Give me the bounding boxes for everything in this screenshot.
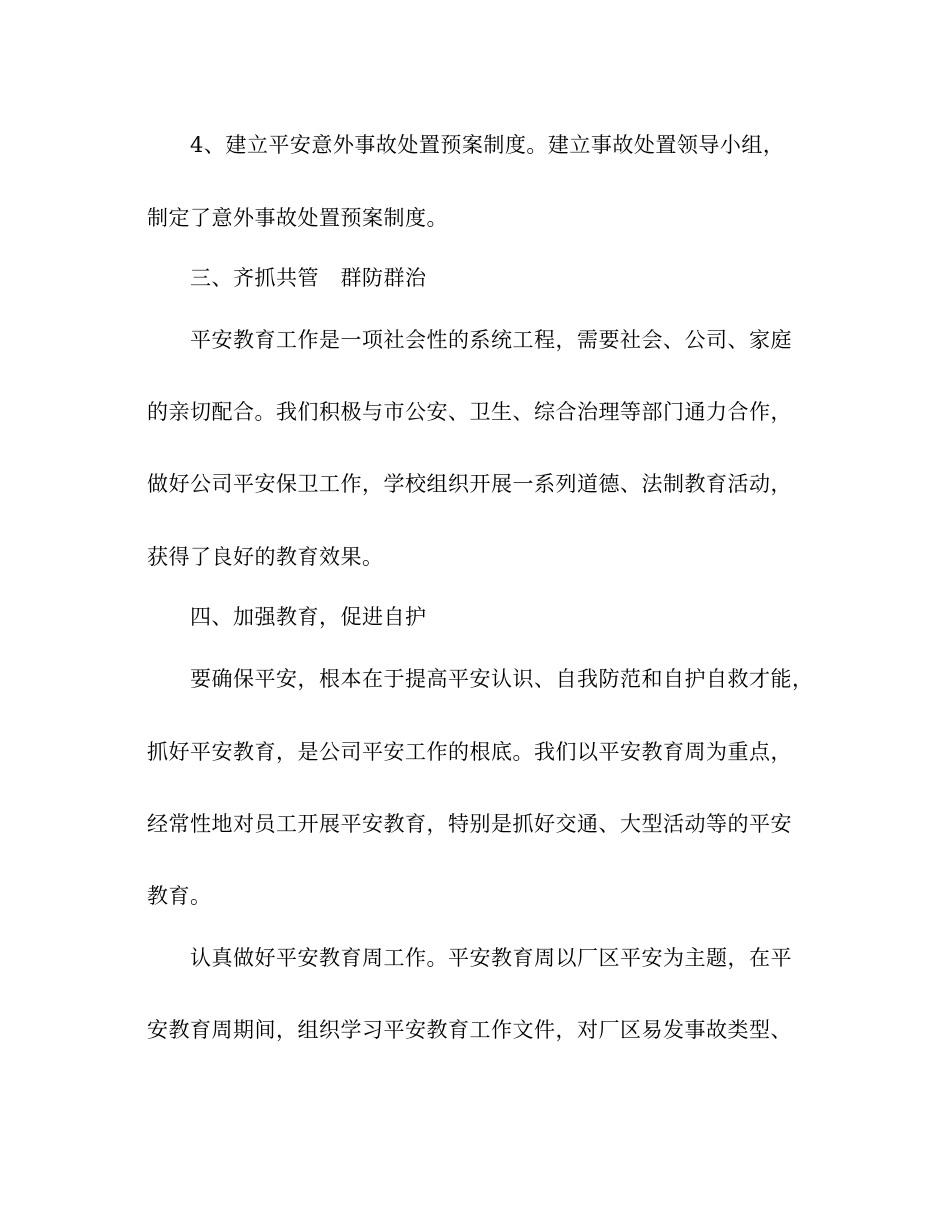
paragraph-line: 4、建立平安意外事故处置预案制度。建立事故处置领导小组，: [190, 133, 785, 157]
paragraph-line: 的亲切配合。我们积极与市公安、卫生、综合治理等部门通力合作，: [147, 400, 792, 424]
section-heading: 三、齐抓共管 群防群治: [190, 266, 427, 290]
paragraph-line: 要确保平安，根本在于提高平安认识、自我防范和自护自救才能，: [190, 667, 814, 691]
paragraph-line: 做好公司平安保卫工作，学校组织开展一系列道德、法制教育活动，: [147, 472, 792, 496]
section-heading: 四、加强教育，促进自护: [190, 605, 427, 629]
paragraph-line: 获得了良好的教育效果。: [147, 545, 384, 569]
paragraph-line: 经常性地对员工开展平安教育，特别是抓好交通、大型活动等的平安: [147, 812, 792, 836]
paragraph-line: 认真做好平安教育周工作。平安教育周以厂区平安为主题，在平: [190, 946, 792, 970]
paragraph-line: 教育。: [147, 884, 212, 908]
paragraph-line: 平安教育工作是一项社会性的系统工程，需要社会、公司、家庭: [190, 328, 792, 352]
paragraph-line: 制定了意外事故处置预案制度。: [147, 206, 448, 230]
paragraph-line: 安教育周期间，组织学习平安教育工作文件，对厂区易发事故类型、: [147, 1018, 792, 1042]
paragraph-line: 抓好平安教育，是公司平安工作的根底。我们以平安教育周为重点，: [147, 740, 792, 764]
